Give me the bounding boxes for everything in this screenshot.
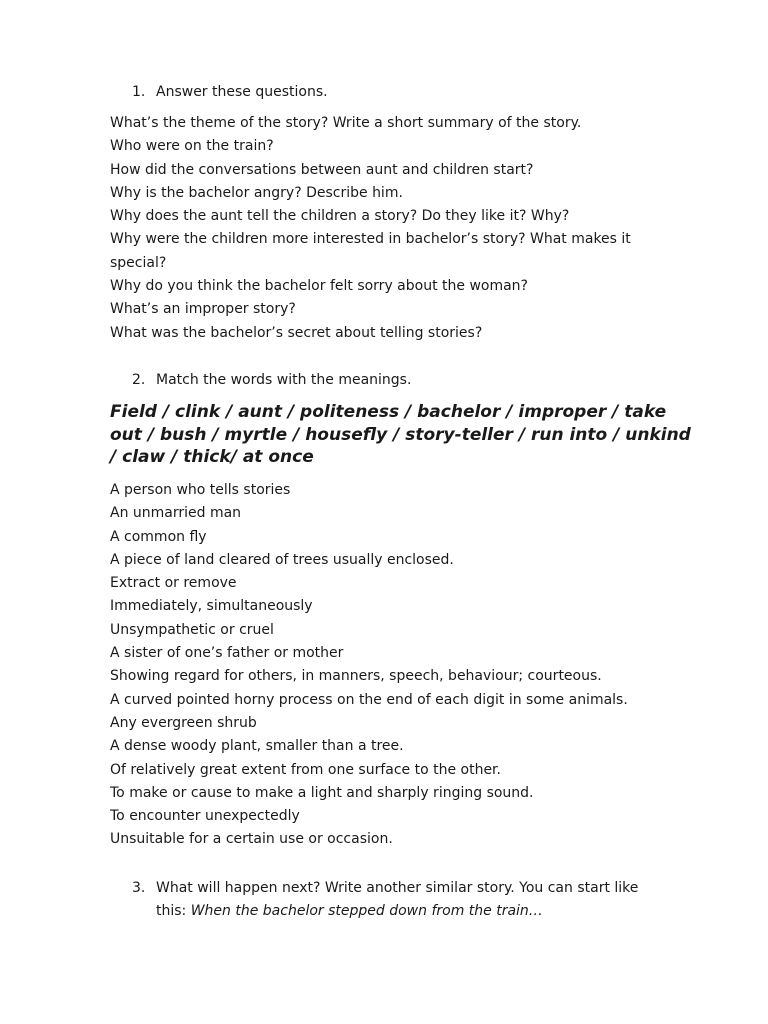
section-3-text: What will happen next? Write another similar story. You can start like bbox=[156, 880, 639, 896]
section-2-heading bbox=[132, 372, 411, 388]
question-line: Why is the bachelor angry? Describe him. bbox=[110, 184, 403, 201]
story-starter: When the bachelor stepped down from the train… bbox=[190, 903, 543, 919]
meaning-line: Immediately, simultaneously bbox=[110, 598, 313, 615]
meaning-line: A common fly bbox=[110, 528, 207, 545]
section-2-title: Match the words with the meanings. bbox=[156, 372, 412, 388]
meaning-line: Extract or remove bbox=[110, 575, 237, 592]
meaning-line: A sister of one’s father or mother bbox=[110, 645, 344, 662]
section-3-second-line bbox=[132, 900, 692, 923]
word-bank-line: Field / clink / aunt / politeness / bachelor / improper / take bbox=[110, 402, 667, 422]
meaning-line: A dense woody plant, smaller than a tree. bbox=[110, 738, 404, 755]
section-3-number: 3. bbox=[132, 880, 146, 896]
word-bank-line: out / bush / myrtle / housefly / story-teller / run into / unkind bbox=[110, 424, 691, 445]
meaning-line: Unsympathetic or cruel bbox=[110, 621, 274, 638]
section-1-title: Answer these questions. bbox=[156, 84, 328, 100]
section-1-number: 1. bbox=[132, 84, 146, 100]
word-bank-line: / claw / thick/ at once bbox=[110, 447, 314, 467]
question-line: Who were on the train? bbox=[110, 138, 274, 155]
meaning-line: To make or cause to make a light and sharply ringing sound. bbox=[110, 784, 534, 801]
meaning-line: Any evergreen shrub bbox=[110, 714, 257, 731]
question-line: Why were the children more interested in bachelor’s story? What makes it bbox=[110, 231, 631, 248]
meaning-line: A person who tells stories bbox=[110, 482, 291, 498]
question-line: What’s an improper story? bbox=[110, 301, 296, 318]
question-line: What was the bachelor’s secret about telling stories? bbox=[110, 324, 483, 341]
section-3-first-line bbox=[132, 877, 692, 900]
meaning-line: Unsuitable for a certain use or occasion. bbox=[110, 831, 393, 848]
meaning-line: A curved pointed horny process on the end of each digit in some animals. bbox=[110, 691, 628, 708]
question-line: What’s the theme of the story? Write a short summary of the story. bbox=[110, 115, 582, 131]
word-bank bbox=[110, 401, 691, 469]
section-1-heading bbox=[132, 84, 328, 100]
meaning-line: Of relatively great extent from one surface to the other. bbox=[110, 761, 501, 778]
meaning-line: An unmarried man bbox=[110, 505, 242, 522]
question-line: How did the conversations between aunt and children start? bbox=[110, 161, 534, 178]
meaning-line: A piece of land cleared of trees usually enclosed. bbox=[110, 551, 454, 568]
question-line: special? bbox=[110, 254, 167, 271]
section-3-prefix: this: bbox=[156, 903, 191, 919]
section-2-number: 2. bbox=[132, 372, 146, 388]
meaning-line: To encounter unexpectedly bbox=[110, 808, 300, 825]
section-1-questions bbox=[110, 112, 670, 345]
meanings-list bbox=[110, 479, 670, 852]
section-3 bbox=[132, 877, 692, 923]
question-line: Why do you think the bachelor felt sorry about the woman? bbox=[110, 278, 528, 295]
question-line: Why does the aunt tell the children a story? Do they like it? Why? bbox=[110, 208, 570, 225]
meaning-line: Showing regard for others, in manners, speech, behaviour; courteous. bbox=[110, 668, 602, 685]
